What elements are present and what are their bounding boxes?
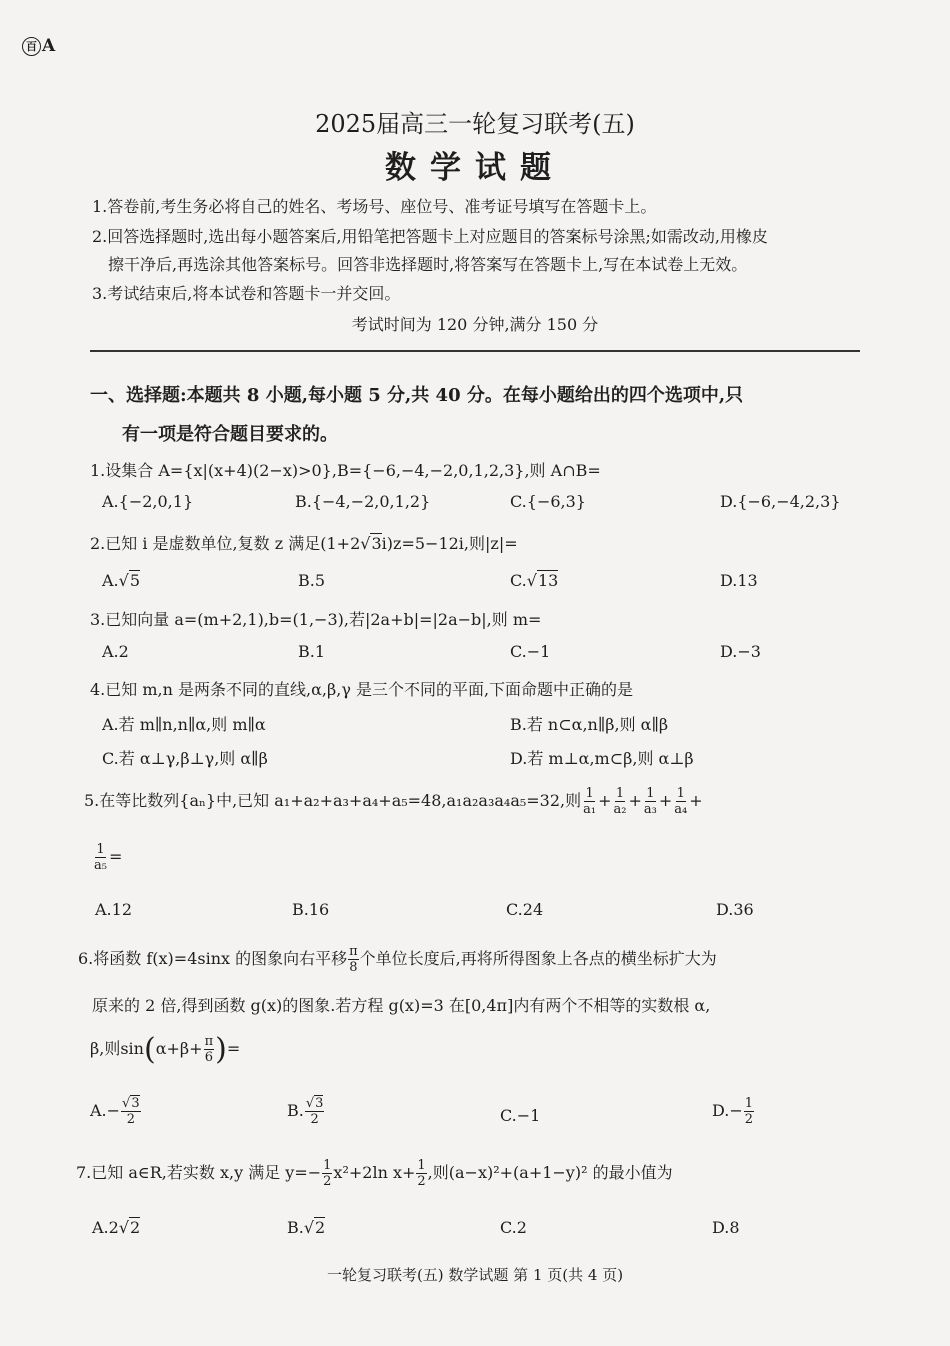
q2-stem-a: 2.已知 i 是虚数单位,复数 z 满足(1+2: [90, 534, 361, 553]
instruction-2: 2.回答选择题时,选出每小题答案后,用铅笔把答题卡上对应题目的答案标号涂黑;如需改动,用橡皮: [92, 227, 768, 246]
radicand: 3: [131, 1096, 140, 1111]
frac-num: 1: [646, 786, 655, 801]
right-paren: ): [215, 1032, 227, 1067]
q5-stem-cont: [92, 842, 122, 873]
q6-option-b: [287, 1096, 325, 1127]
frac-den: a₄: [674, 802, 688, 817]
corner-circle-mark: 百: [22, 37, 41, 56]
q2-option-a-radicand: 5: [129, 571, 141, 590]
q5-option-d: D.36: [716, 900, 754, 919]
q7-text-a: 7.已知 a∈R,若实数 x,y 满足 y=−: [76, 1163, 322, 1182]
radicand: 2: [315, 1218, 326, 1237]
frac-num: √3: [305, 1096, 324, 1111]
frac-num: 1: [744, 1096, 754, 1111]
frac-den: 2: [323, 1174, 332, 1189]
q6-option-b-frac: [305, 1096, 325, 1127]
instruction-1: 1.答卷前,考生务必将自己的姓名、考场号、座位号、准考证号填写在答题卡上。: [92, 197, 657, 216]
frac-den: 2: [126, 1112, 135, 1127]
q5-frac-2: [613, 786, 628, 817]
plus-sign: +: [598, 791, 612, 810]
q6-frac-pi-6: [204, 1034, 215, 1065]
q3-stem: 3.已知向量 a=(m+2,1),b=(1,−3),若|2a+b|=|2a−b|,则 m=: [90, 610, 542, 629]
corner-letter: A: [42, 36, 56, 56]
q4-option-d: D.若 m⊥α,m⊂β,则 α⊥β: [510, 749, 694, 768]
equals-sign: =: [226, 1039, 241, 1058]
frac-den: 2: [310, 1112, 319, 1127]
radicand: 3: [315, 1096, 324, 1111]
q6-option-a-frac: [121, 1096, 141, 1127]
q6-line-1: [78, 944, 717, 975]
q7-option-a: A.2√2: [92, 1218, 141, 1237]
q6-option-d: [712, 1096, 755, 1127]
page-footer: 一轮复习联考(五) 数学试题 第 1 页(共 4 页): [326, 1266, 624, 1284]
q2-option-a-label: A.: [102, 571, 119, 590]
frac-den: a₂: [613, 802, 627, 817]
q5-frac-4: [673, 786, 688, 817]
q5-frac-3: [643, 786, 658, 817]
left-paren: (: [143, 1032, 156, 1067]
frac-num: 1: [323, 1158, 332, 1173]
exam-title: 2025届高三一轮复习联考(五): [315, 110, 635, 138]
q5-frac-5: [93, 842, 108, 873]
q7-frac-1: [322, 1158, 332, 1189]
frac-num: 1: [676, 786, 685, 801]
q2-option-a: A.√5: [102, 571, 141, 590]
frac-num: π: [204, 1034, 214, 1049]
q7-text-b: x²+2ln x+: [333, 1163, 416, 1182]
corner-mark: [22, 36, 55, 56]
q2-option-d: D.13: [720, 571, 758, 590]
q6-line-2: 原来的 2 倍,得到函数 g(x)的图象.若方程 g(x)=3 在[0,4π]内有两个不相等的实数根 α,: [92, 996, 711, 1015]
q7-option-a-label: A.2: [92, 1218, 119, 1237]
q6-text-d: α+β+: [155, 1039, 203, 1058]
q7-frac-2: [416, 1158, 426, 1189]
q2-option-c-label: C.: [510, 571, 527, 590]
q3-option-a: A.2: [102, 642, 129, 661]
q4-option-a: A.若 m∥n,n∥α,则 m∥α: [102, 715, 266, 734]
frac-num: 1: [96, 842, 105, 857]
q7-text-c: ,则(a−x)²+(a+1−y)² 的最小值为: [427, 1163, 673, 1182]
frac-den: 2: [744, 1112, 754, 1127]
section-heading-cont: 有一项是符合题目要求的。: [122, 424, 338, 445]
q2-sqrt3: 3: [371, 534, 382, 553]
frac-num: 1: [417, 1158, 426, 1173]
section-heading: 一、选择题:本题共 8 小题,每小题 5 分,共 40 分。在每小题给出的四个选项中,只: [90, 385, 744, 406]
plus-sign: +: [689, 791, 703, 810]
q2-stem: 2.已知 i 是虚数单位,复数 z 满足(1+2√3i)z=5−12i,则|z|=: [90, 534, 518, 553]
q6-option-a: [90, 1096, 142, 1127]
plus-sign: +: [658, 791, 673, 810]
frac-den: a₁: [583, 802, 597, 817]
frac-num: √3: [122, 1096, 140, 1111]
q1-stem: 1.设集合 A={x|(x+4)(2−x)>0},B={−6,−4,−2,0,1,2,3},则 A∩B=: [90, 461, 601, 480]
q6-option-d-label: D.−: [712, 1101, 743, 1120]
plus-sign: +: [628, 791, 642, 810]
q1-option-b: B.{−4,−2,0,1,2}: [295, 492, 431, 511]
frac-den: a₅: [94, 858, 107, 873]
equals-sign: =: [108, 847, 123, 866]
q5-stem-text: 5.在等比数列{aₙ}中,已知 a₁+a₂+a₃+a₄+a₅=48,a₁a₂a₃a₄a₅=32,则: [84, 791, 582, 810]
q3-option-d: D.−3: [720, 642, 761, 661]
instruction-3: 3.考试结束后,将本试卷和答题卡一并交回。: [92, 284, 401, 303]
exam-subject: 数学试题: [385, 150, 565, 186]
q2-option-c: C.√13: [510, 571, 559, 590]
q7-option-b-label: B.: [287, 1218, 304, 1237]
q2-option-b: B.5: [298, 571, 326, 590]
q7-option-d: D.8: [712, 1218, 740, 1237]
frac-num: 1: [585, 786, 594, 801]
q6-text-b: 个单位长度后,再将所得图象上各点的横坐标扩大为: [359, 949, 717, 968]
q6-option-b-label: B.: [287, 1101, 304, 1120]
q1-option-c: C.{−6,3}: [510, 492, 586, 511]
q6-option-c: C.−1: [500, 1106, 541, 1125]
q4-option-b: B.若 n⊂α,n∥β,则 α∥β: [510, 715, 669, 734]
q7-option-c: C.2: [500, 1218, 527, 1237]
q5-stem: [84, 786, 703, 817]
q1-option-d: D.{−6,−4,2,3}: [720, 492, 841, 511]
q6-text-c: β,则sin: [90, 1039, 144, 1058]
q1-option-a: A.{−2,0,1}: [102, 492, 194, 511]
frac-num: 1: [615, 786, 625, 801]
q6-line-3: [90, 1032, 240, 1067]
q5-option-c: C.24: [506, 900, 544, 919]
q6-frac-pi-8: [348, 944, 359, 975]
q3-option-c: C.−1: [510, 642, 551, 661]
q6-text-a: 6.将函数 f(x)=4sinx 的图象向右平移: [78, 949, 348, 968]
q5-option-a: A.12: [95, 900, 132, 919]
q4-stem: 4.已知 m,n 是两条不同的直线,α,β,γ 是三个不同的平面,下面命题中正确的是: [90, 680, 634, 699]
exam-time: 考试时间为 120 分钟,满分 150 分: [351, 315, 599, 334]
frac-num: π: [349, 944, 358, 959]
q4-option-c: C.若 α⊥γ,β⊥γ,则 α∥β: [102, 749, 268, 768]
q3-option-b: B.1: [298, 642, 326, 661]
q2-stem-b: i)z=5−12i,则|z|=: [381, 534, 518, 553]
q6-option-d-frac: [744, 1096, 754, 1127]
q7-stem: [76, 1158, 673, 1189]
header-divider: [90, 350, 860, 352]
q2-option-c-radicand: 13: [537, 571, 559, 590]
frac-den: 2: [417, 1174, 426, 1189]
frac-den: a₃: [643, 802, 657, 817]
radicand: 2: [130, 1218, 141, 1237]
q5-option-b: B.16: [292, 900, 330, 919]
q6-option-a-label: A.−: [90, 1101, 121, 1120]
instruction-2-cont: 擦干净后,再选涂其他答案标号。回答非选择题时,将答案写在答题卡上,写在本试卷上无效。: [108, 255, 748, 274]
frac-den: 6: [204, 1050, 213, 1065]
q5-frac-1: [582, 786, 597, 817]
q7-option-b: B.√2: [287, 1218, 326, 1237]
frac-den: 8: [349, 960, 358, 975]
